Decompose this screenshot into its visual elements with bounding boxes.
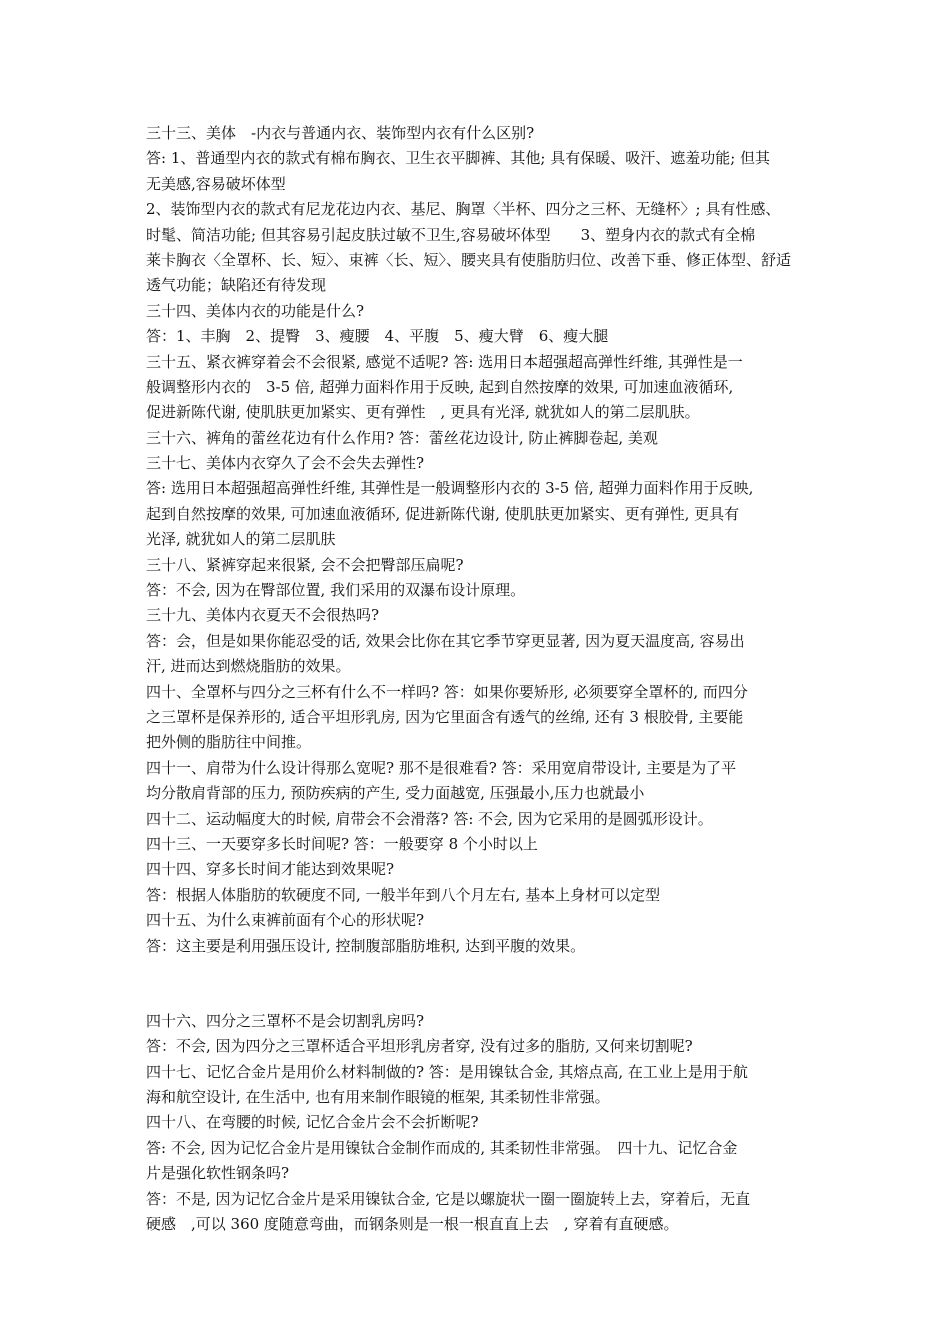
question-38-title: 三十八、紧裤穿起来很紧, 会不会把臀部压扁呢? bbox=[146, 555, 464, 574]
question-34-title: 三十四、美体内衣的功能是什么? bbox=[146, 301, 365, 320]
answer-33-line-5: 莱卡胸衣〈全罩杯、长、短〉、束裤〈长、短〉、腰夹具有使脂肪归位、改善下垂、修正体型、舒适 bbox=[146, 250, 792, 269]
question-36: 三十六、裤角的蕾丝花边有什么作用? 答：蕾丝花边设计, 防止裤脚卷起, 美观 bbox=[146, 428, 658, 447]
question-47-line-1: 四十七、记忆合金片是用价么材料制做的? 答：是用镍钛合金, 其熔点高, 在工业上是用于航 bbox=[146, 1062, 748, 1081]
faq-section-2 bbox=[146, 1009, 812, 1238]
question-37-title: 三十七、美体内衣穿久了会不会失去弹性? bbox=[146, 454, 425, 473]
question-40-line-2: 之三罩杯是保养形的, 适合平坦形乳房, 因为它里面含有透气的丝绵, 还有 3 根胶骨, 主要能 bbox=[146, 707, 744, 726]
question-41-line-2: 均分散肩背部的压力, 预防疾病的产生, 受力面越宽, 压强最小,压力也就最小 bbox=[146, 784, 645, 803]
answer-44: 答：根据人体脂肪的软硬度不同, 一般半年到八个月左右, 基本上身材可以定型 bbox=[146, 885, 661, 904]
answer-33-line-1: 答: 1、普通型内衣的款式有棉布胸衣、卫生衣平脚裤、其他; 具有保暖、吸汗、遮羞功能; 但其 bbox=[146, 149, 771, 168]
answer-34: 答：1、丰胸 2、提臀 3、瘦腰 4、平腹 5、瘦大臂 6、瘦大腿 bbox=[146, 327, 609, 346]
answer-49-line-2: 硬感 ,可以 360 度随意弯曲，而钢条则是一根一根直直上去 , 穿着有直硬感。 bbox=[146, 1215, 679, 1234]
question-40-line-3: 把外侧的脂肪往中间推。 bbox=[146, 733, 312, 752]
answer-48-line-2: 片是强化软性钢条吗? bbox=[146, 1164, 290, 1183]
question-41-line-1: 四十一、肩带为什么设计得那么宽呢? 那不是很难看? 答：采用宽肩带设计, 主要是为了平 bbox=[146, 758, 737, 777]
answer-48-line-1: 答: 不会, 因为记忆合金片是用镍钛合金制作而成的, 其柔韧性非常强。 四十九、记忆合金 bbox=[146, 1138, 738, 1157]
question-35-line-1: 三十五、紧衣裤穿着会不会很紧, 感觉不适呢? 答: 选用日本超强超高弹性纤维, 其弹性是一 bbox=[146, 352, 743, 371]
question-47-line-2: 海和航空设计, 在生活中, 也有用来制作眼镜的框架, 其柔韧性非常强。 bbox=[146, 1088, 610, 1107]
answer-38: 答：不会, 因为在臀部位置, 我们采用的双瀑布设计原理。 bbox=[146, 581, 526, 600]
question-44-title: 四十四、穿多长时间才能达到效果呢? bbox=[146, 860, 395, 879]
section-spacer bbox=[146, 959, 812, 1009]
question-35-line-3: 促进新陈代谢, 使肌肤更加紧实、更有弹性 , 更具有光泽, 就犹如人的第二层肌肤。 bbox=[146, 403, 700, 422]
faq-section-1 bbox=[146, 121, 812, 959]
question-43: 四十三、一天要穿多长时间呢? 答：一般要穿 8 个小时以上 bbox=[146, 834, 538, 853]
answer-46: 答：不会, 因为四分之三罩杯适合平坦形乳房者穿, 没有过多的脂肪, 又何来切割呢? bbox=[146, 1037, 693, 1056]
answer-37-line-1: 答: 选用日本超强超高弹性纤维, 其弹性是一般调整形内衣的 3-5 倍, 超弹力面料作用于反映, bbox=[146, 479, 754, 498]
question-40-line-1: 四十、全罩杯与四分之三杯有什么不一样吗? 答：如果你要矫形, 必须要穿全罩杯的, 而四分 bbox=[146, 682, 748, 701]
answer-39-line-1: 答：会，但是如果你能忍受的话, 效果会比你在其它季节穿更显著, 因为夏天温度高, 容易出 bbox=[146, 631, 745, 650]
answer-33-line-3: 2、装饰型内衣的款式有尼龙花边内衣、基尼、胸罩〈半杯、四分之三杯、无缝杯〉; 具有性感、 bbox=[146, 200, 781, 219]
question-42: 四十二、运动幅度大的时候, 肩带会不会滑落? 答: 不会, 因为它采用的是圆弧形设计。 bbox=[146, 809, 713, 828]
question-45-title: 四十五、为什么束裤前面有个心的形状呢? bbox=[146, 911, 425, 930]
question-35-line-2: 般调整形内衣的 3-5 倍, 超弹力面料作用于反映, 起到自然按摩的效果, 可加速血液循环, bbox=[146, 377, 734, 396]
question-46-title: 四十六、四分之三罩杯不是会切割乳房吗? bbox=[146, 1011, 425, 1030]
question-33-title: 三十三、美体 -内衣与普通内衣、装饰型内衣有什么区别? bbox=[146, 124, 535, 142]
answer-49-line-1: 答：不是, 因为记忆合金片是采用镍钛合金, 它是以螺旋状一圈一圈旋转上去，穿着后，无直 bbox=[146, 1189, 751, 1208]
answer-37-line-2: 起到自然按摩的效果, 可加速血液循环, 促进新陈代谢, 使肌肤更加紧实、更有弹性, 更具有 bbox=[146, 504, 740, 523]
answer-33-line-2: 无美感,容易破坏体型 bbox=[146, 174, 286, 193]
answer-39-line-2: 汗, 进而达到燃烧脂肪的效果。 bbox=[146, 657, 351, 676]
question-39-title: 三十九、美体内衣夏天不会很热吗? bbox=[146, 606, 380, 625]
answer-33-line-4: 时髦、简洁功能; 但其容易引起皮肤过敏不卫生,容易破坏体型 3、塑身内衣的款式有全棉 bbox=[146, 225, 756, 244]
answer-33-line-6: 透气功能；缺陷还有待发现 bbox=[146, 276, 327, 295]
question-48-title: 四十八、在弯腰的时候, 记忆合金片会不会折断呢? bbox=[146, 1113, 479, 1132]
document-body bbox=[146, 121, 812, 1237]
answer-37-line-3: 光泽, 就犹如人的第二层肌肤 bbox=[146, 530, 336, 549]
answer-45: 答：这主要是利用强压设计, 控制腹部脂肪堆积, 达到平腹的效果。 bbox=[146, 936, 586, 955]
